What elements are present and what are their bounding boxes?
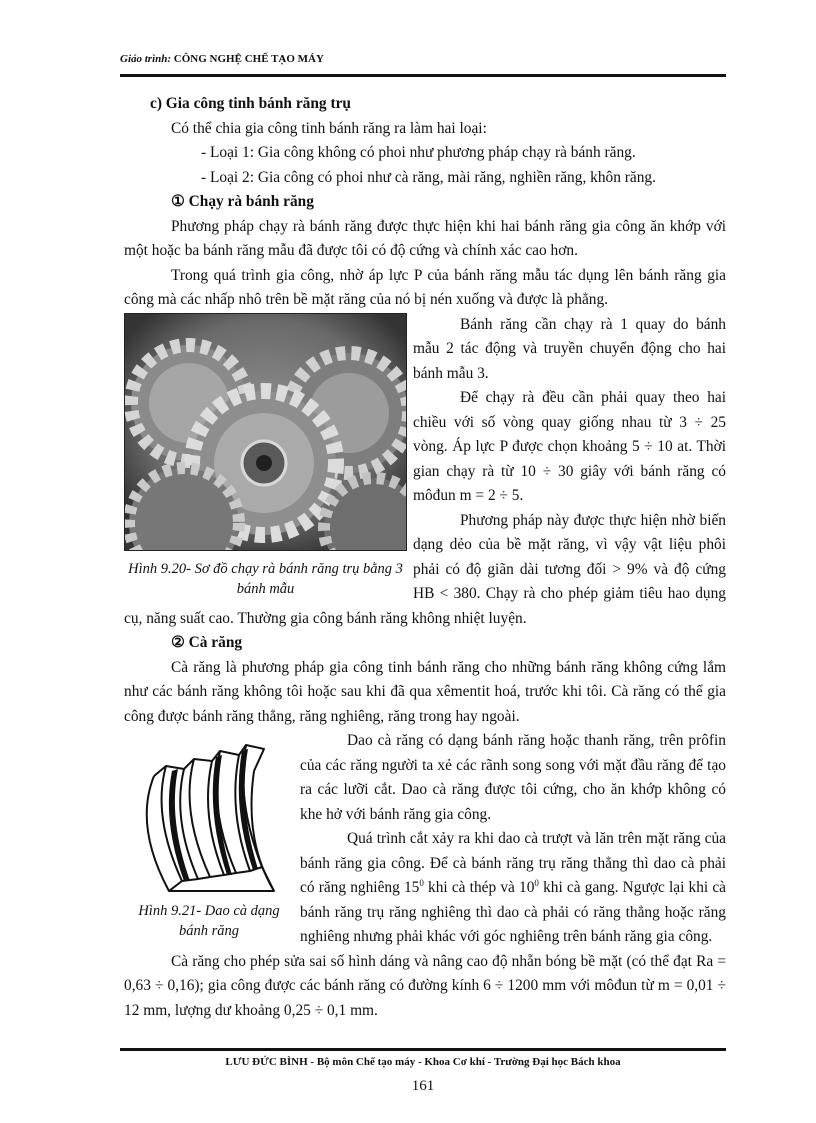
figure-9-20: [124, 313, 407, 600]
section-heading: c) Gia công tinh bánh răng trụ: [150, 95, 351, 112]
type-item-2: - Loại 2: Gia công có phoi như cà răng, mài răng, nghiền răng, khôn răng.: [201, 168, 656, 186]
page-body: [124, 92, 726, 1023]
paragraph: Để chạy rà đều cần phải quay theo hai chiều với số vòng quay giống nhau từ 3 ÷ 25 vòng. Áp lực P được chọn khoảng 5 ÷ 10 at. Thời gian chạy rà từ 10 ÷ 30 giây với bánh răng có môđun m = 2 ÷ 5.: [413, 389, 726, 504]
paragraph: Quá trình cắt xảy ra khi dao cà trượt và lăn trên mặt răng của bánh răng gia công. Để cà bánh răng trụ răng thẳng thì dao cà phải có răng nghiêng $15^0$ khi cà thép và $10^0$ khi cà gang. Ngược lại khi cà bánh răng trụ răng nghiêng thì dao cà phải có răng thẳng hoặc răng nghiêng nhưng phải khác với góc nghiêng trên bánh răng gia công.: [300, 830, 726, 945]
figure-caption-9-20: Hình 9.20- Sơ đồ chạy rà bánh răng trụ bằng 3 bánh mẫu: [128, 561, 403, 597]
header-label: Giáo trình:: [120, 53, 172, 65]
running-header: [120, 53, 726, 65]
paragraph: Phương pháp này được thực hiện nhờ biến dạng dẻo của bề mặt răng, vì vậy vật liệu phôi phải có độ giãn dài tương đối > 9% và độ cứng HB < 380. Chạy rà cho phép giảm tiêu hao dụng cụ, năng suất cao. Thường gia công bánh răng không nhiệt luyện.: [124, 511, 726, 627]
running-footer: LƯU ĐỨC BÌNH - Bộ môn Chế tạo máy - Khoa Cơ khí - Trường Đại học Bách khoa: [225, 1056, 621, 1068]
subsection-heading-2: ② Cà răng: [171, 634, 243, 651]
paragraph: Cà răng là phương pháp gia công tinh bánh răng cho những bánh răng không cứng lắm như các bánh răng không tôi hoặc sau khi đã qua xêmentit hoá, trước khi tôi. Cà răng có thể gia công được bánh răng thẳng, răng nghiêng, răng trong hay ngoài.: [124, 658, 726, 725]
header-rule: [120, 74, 726, 77]
paragraph: Bánh răng cần chạy rà 1 quay do bánh mẫu 2 tác động và truyền chuyển động cho hai bánh mẫu 3.: [413, 315, 726, 382]
paragraph: Dao cà răng có dạng bánh răng hoặc thanh răng, trên prôfin của các răng người ta xẻ các rãnh song song với mặt đầu răng để tạo ra các lưỡi cắt. Dao cà răng được tôi cứng, cho ăn khớp không có khe hở với bánh răng gia công.: [300, 732, 726, 823]
paragraph: Cà răng cho phép sửa sai số hình dáng và nâng cao độ nhẵn bóng bề mặt (có thể đạt Ra = 0,63 ÷ 0,16); gia công được các bánh răng có đường kính 6 ÷ 1200 mm với môđun từ m = 0,01 ÷ 12 mm, lượng dư khoảng 0,25 ÷ 0,1 mm.: [124, 952, 726, 1019]
figure-caption-9-21: Hình 9.21- Dao cà dạng bánh răng: [138, 903, 280, 939]
footer-rule: [120, 1048, 726, 1051]
gear-photo-image: [124, 313, 407, 551]
type-item-1: - Loại 1: Gia công không có phoi như phương pháp chạy rà bánh răng.: [201, 144, 636, 161]
figure-9-21: [124, 731, 294, 941]
shaving-cutter-drawing: [124, 731, 294, 901]
section-intro: Có thể chia gia công tinh bánh răng ra làm hai loại:: [171, 119, 487, 137]
subsection-heading-1: ① Chạy rà bánh răng: [171, 193, 314, 210]
paragraph: Trong quá trình gia công, nhờ áp lực P của bánh răng mẫu tác dụng lên bánh răng gia công mà các nhấp nhô trên bề mặt răng của nó bị nén xuống và được là phẳng.: [124, 266, 726, 308]
paragraph: Phương pháp chạy rà bánh răng được thực hiện khi hai bánh răng gia công ăn khớp với một hoặc ba bánh răng mẫu đã được tôi có độ cứng và chính xác cao hơn.: [124, 217, 726, 259]
page-number: 161: [411, 1078, 435, 1094]
header-title: CÔNG NGHỆ CHẾ TẠO MÁY: [173, 53, 324, 65]
